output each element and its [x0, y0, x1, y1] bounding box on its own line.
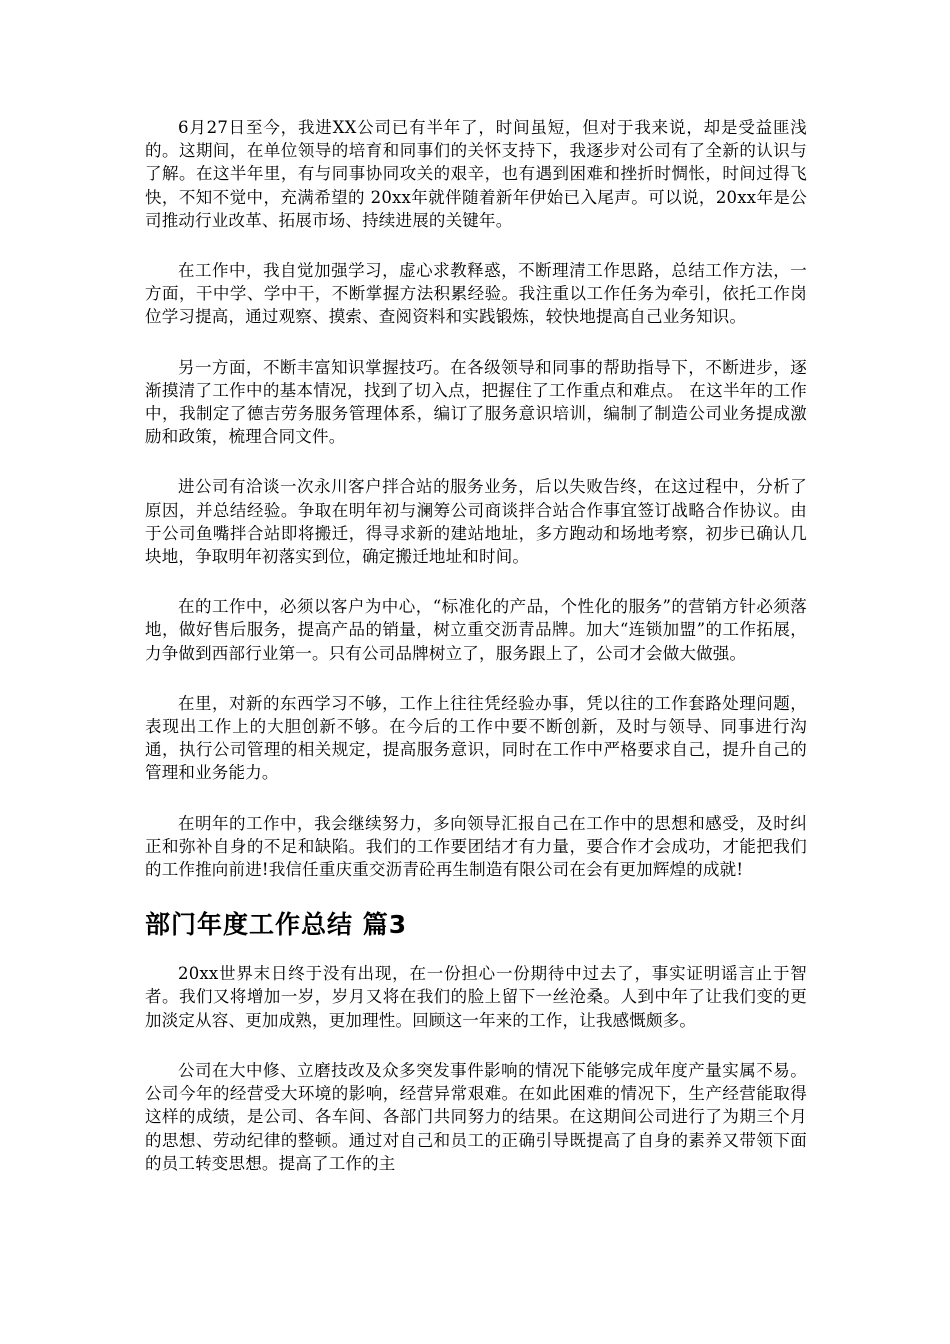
paragraph: 公司在大中修、立磨技改及众多突发事件影响的情况下能够完成年度产量实属不易。公司今年的经营受大环境的影响，经营异常艰难。在如此困难的情况下，生产经营能取得这样的成绩，是公司、各车间、各部门共同努力的结果。在这期间公司进行了为期三个月的思想、劳动纪律的整顿。通过对自己和员工的正确引导既提高了自身的素养又带领下面的员工转变思想。提高了工作的主 [145, 1060, 807, 1173]
paragraph: 6月27日至今，我进XX公司已有半年了，时间虽短，但对于我来说，却是受益匪浅的。这期间，在单位领导的培育和同事们的关怀支持下，我逐步对公司有了全新的认识与了解。在这半年里，有与同事协同攻关的艰辛，也有遇到困难和挫折时惆怅，时间过得飞快，不知不觉中，充满希望的 20xx年就伴随着新年伊始已入尾声。可以说，20xx年是公司推动行业改革、拓展市场、持续进展的关键年。 [145, 118, 807, 230]
paragraph: 在的工作中，必须以客户为中心，“标准化的产品，个性化的服务”的营销方针必须落地，做好售后服务，提高产品的销量，树立重交沥青品牌。加大“连锁加盟”的工作拓展，力争做到西部行业第一。只有公司品牌树立了，服务跟上了，公司才会做大做强。 [145, 597, 807, 663]
document-page [145, 116, 807, 1202]
paragraph: 在明年的工作中，我会继续努力，多向领导汇报自己在工作中的思想和感受，及时纠正和弥补自身的不足和缺陷。我们的工作要团结才有力量，要合作才会成功，才能把我们的工作推向前进!我信任重庆重交沥青砼再生制造有限公司在会有更加辉煌的成就! [145, 813, 807, 880]
paragraph: 20xx世界末日终于没有出现，在一份担心一份期待中过去了，事实证明谣言止于智者。我们又将增加一岁，岁月又将在我们的脸上留下一丝沧桑。人到中年了让我们变的更加淡定从容、更加成熟，更加理性。回顾这一年来的工作，让我感慨颇多。 [145, 964, 807, 1030]
paragraph: 在工作中，我自觉加强学习，虚心求教释惑，不断理清工作思路，总结工作方法，一方面，干中学、学中干，不断掌握方法积累经验。我注重以工作任务为牵引，依托工作岗位学习提高，通过观察、摸索、查阅资料和实践锻炼，较快地提高自己业务知识。 [145, 261, 807, 327]
paragraph: 在里，对新的东西学习不够，工作上往往凭经验办事，凭以往的工作套路处理问题，表现出工作上的大胆创新不够。在今后的工作中要不断创新，及时与领导、同事进行沟通，执行公司管理的相关规定，提高服务意识，同时在工作中严格要求自己，提升自己的管理和业务能力。 [145, 693, 807, 783]
paragraph: 进公司有洽谈一次永川客户拌合站的服务业务，后以失败告终，在这过程中，分析了原因，并总结经验。争取在明年初与澜筹公司商谈拌合站合作事宜签订战略合作协议。由于公司鱼嘴拌合站即将搬迁，得寻求新的建站地址，多方跑动和场地考察，初步已确认几块地，争取明年初落实到位，确定搬迁地址和时间。 [145, 477, 807, 567]
paragraph: 另一方面，不断丰富知识掌握技巧。在各级领导和同事的帮助指导下，不断进步，逐渐摸清了工作中的基本情况，找到了切入点，把握住了工作重点和难点。 在这半年的工作中，我制定了德吉劳务服务管理体系，编订了服务意识培训，编制了制造公司业务提成激励和政策，梳理合同文件。 [145, 357, 807, 447]
section-heading: 部门年度工作总结 篇3 [145, 910, 408, 940]
